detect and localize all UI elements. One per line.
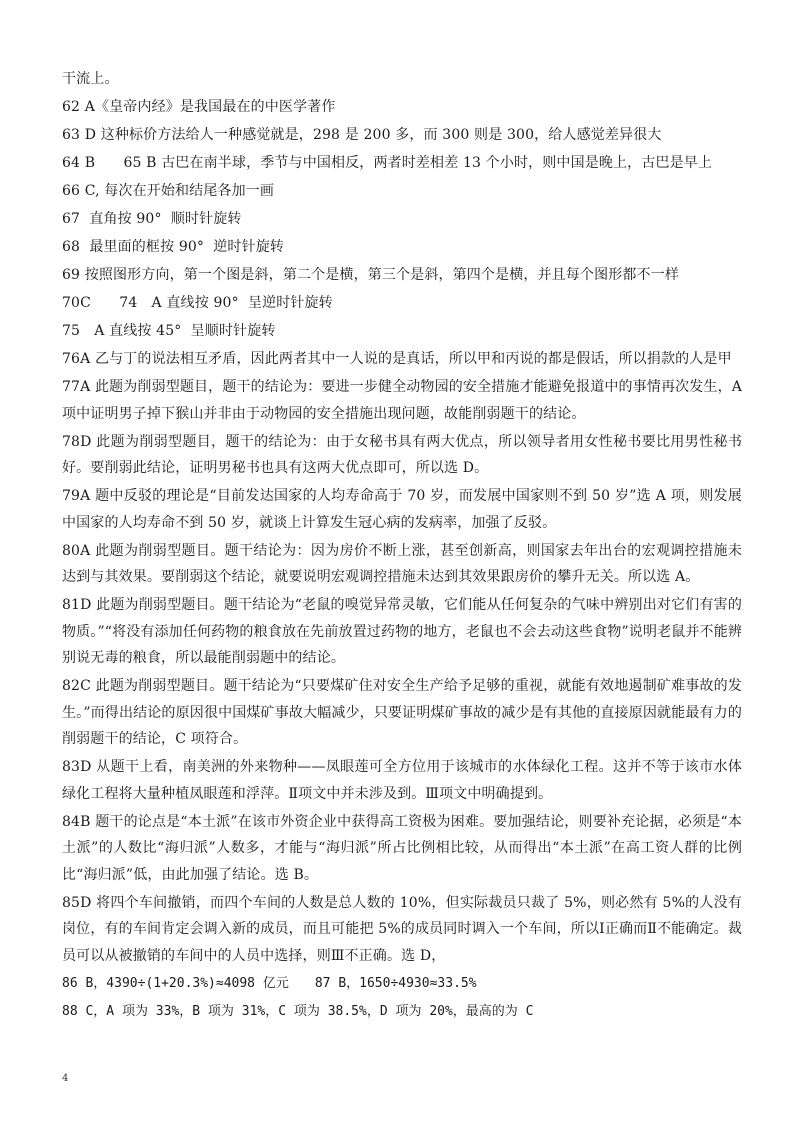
paragraph: 75 A 直线按 45° 呈顺时针旋转: [62, 323, 276, 339]
paragraph: 64 B 65 B 古巴在南半球，季节与中国相反，两者时差相差 13 个小时，则中国是晚上，古巴是早上: [62, 155, 713, 171]
paragraph: 80A 此题为削弱型题目。题干结论为：因为房价不断上涨，甚至创新高，则国家去年出台的宏观调控措施未达到与其效果。要削弱这个结论，就要说明宏观调控措施未达到其效果跟房价的攀升无关。所以选 A。: [62, 542, 742, 585]
paragraph: 78D 此题为削弱型题目，题干的结论为：由于女秘书具有两大优点，所以领导者用女性秘书要比用男性秘书好。要削弱此结论，证明男秘书也具有这两大优点即可，所以选 D。: [62, 433, 742, 476]
paragraph: 83D 从题干上看，南美洲的外来物种——凤眼莲可全方位用于该城市的水体绿化工程。这并不等于该市水体绿化工程将大量种植凤眼莲和浮萍。Ⅱ项文中并未涉及到。Ⅲ项文中明确提到。: [62, 759, 742, 802]
paragraph: 76A 乙与丁的说法相互矛盾，因此两者其中一人说的是真话，所以甲和丙说的都是假话，所以捐款的人是甲: [62, 351, 732, 367]
paragraph: 88 C，A 项为 33%，B 项为 31%，C 项为 38.5%，D 项为 20%，最高的为 C: [62, 1003, 534, 1019]
paragraph: 85D 将四个车间撤销，而四个车间的人数是总人数的 10%，但实际裁员只裁了 5%，则必然有 5%的人没有岗位，有的车间肯定会调入新的成员，而且可能把 5%的成员同时调入一个车间，所以Ⅰ正确而Ⅱ不能确定。裁员可以从被撤销的车间中的人员中选择，则Ⅲ不正确。选 D，: [62, 894, 742, 964]
paragraph: 79A 题中反驳的理论是“目前发达国家的人均寿命高于 70 岁，而发展中国家则不到 50 岁”选 A 项，则发展中国家的人均寿命不到 50 岁，就谈上计算发生冠心病的发病率，加强了反驳。: [62, 488, 742, 531]
paragraph: 81D 此题为削弱型题目。题干结论为“老鼠的嗅觉异常灵敏，它们能从任何复杂的气味中辨别出对它们有害的物质。”“将没有添加任何药物的粮食放在先前放置过药物的地方，老鼠也不会去动这些食物”说明老鼠并不能辨别说无毒的粮食，所以最能削弱题中的结论。: [62, 597, 742, 666]
paragraph: 86 B，4390÷(1+20.3%)≈4098 亿元 87 B，1650÷4930≈33.5%: [62, 975, 477, 991]
paragraph: 63 D 这种标价方法给人一种感觉就是，298 是 200 多，而 300 则是 300，给人感觉差异很大: [62, 127, 662, 143]
answer-explanations: [62, 66, 747, 1027]
paragraph: 69 按照图形方向，第一个图是斜，第二个是横，第三个是斜，第四个是横，并且每个图形都不一样: [62, 267, 680, 283]
paragraph: 66 C, 每次在开始和结尾各加一画: [62, 183, 275, 199]
paragraph: 68 最里面的框按 90° 逆时针旋转: [62, 239, 285, 255]
paragraph: 62 A《皇帝内经》是我国最在的中医学著作: [62, 99, 336, 115]
paragraph: 70C 74 A 直线按 90° 呈逆时针旋转: [62, 295, 333, 311]
paragraph: 干流上。: [62, 71, 119, 87]
page-number: 4: [62, 1073, 69, 1084]
paragraph: 77A 此题为削弱型题目，题干的结论为：要进一步健全动物园的安全措施才能避免报道中的事情再次发生，A 项中证明男子掉下猴山并非由于动物园的安全措施出现问题，故能削弱题干的结论。: [62, 379, 747, 422]
paragraph: 82C 此题为削弱型题目。题干结论为“只要煤矿住对安全生产给予足够的重视，就能有效地遏制矿难事故的发生。”而得出结论的原因很中国煤矿事故大幅减少，只要证明煤矿事故的减少是有其他的直接原因就能最有力的削弱题干的结论，C 项符合。: [62, 678, 742, 747]
paragraph: 84B 题干的论点是“本土派”在该市外资企业中获得高工资极为困难。要加强结论，则要补充论据，必须是“本土派”的人数比“海归派”人数多，才能与“海归派”所占比例相比较，从而得出“本土派”在高工资人群的比例比“海归派”低，由此加强了结论。选 B。: [62, 813, 742, 883]
paragraph: 67 直角按 90° 顺时针旋转: [62, 211, 242, 227]
